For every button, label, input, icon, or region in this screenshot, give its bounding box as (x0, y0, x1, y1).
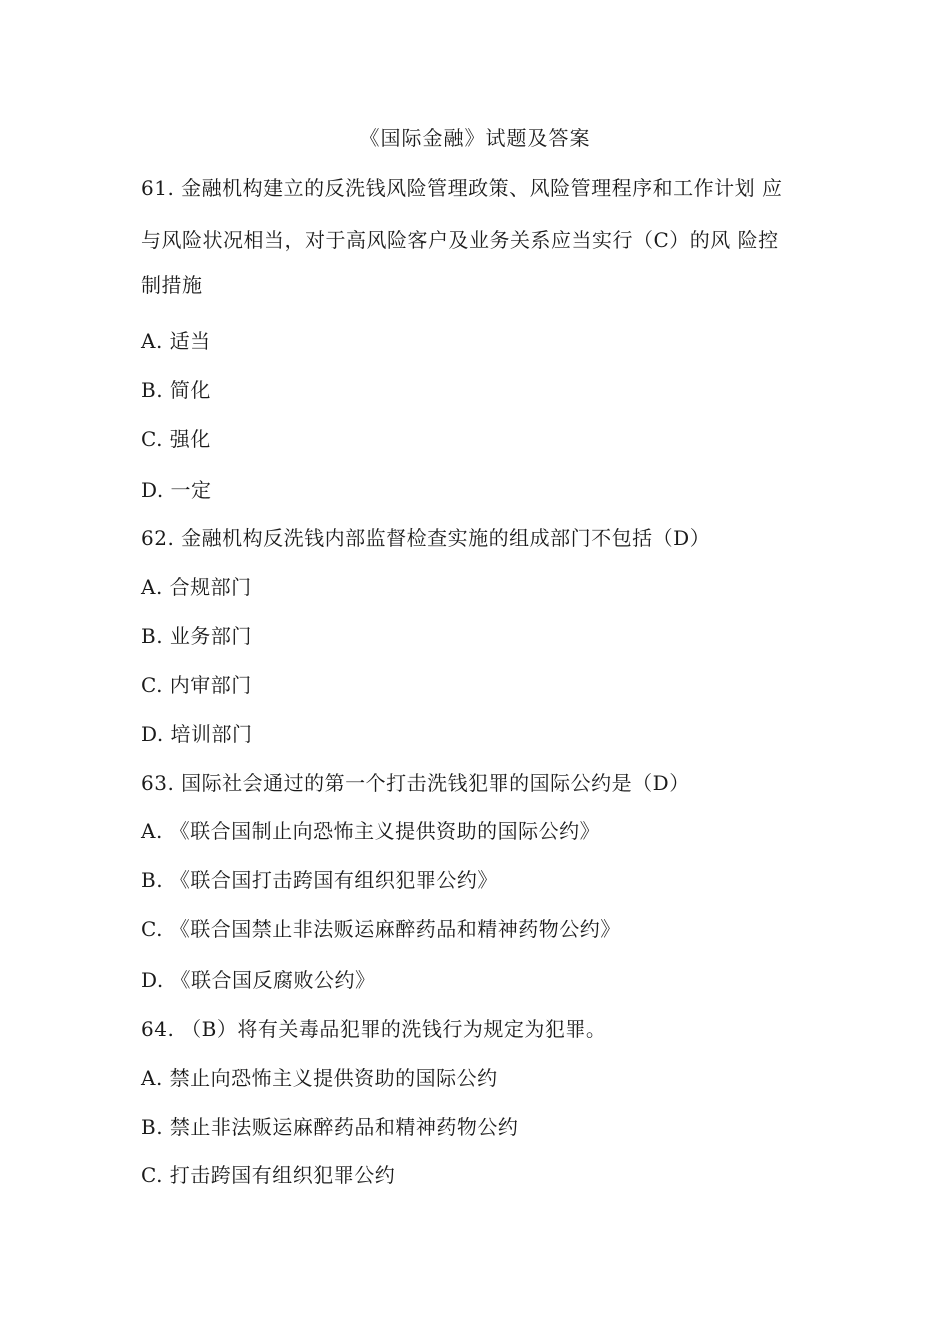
option-63-d: D. 《联合国反腐败公约》 (141, 968, 376, 992)
question-63: 63. 国际社会通过的第一个打击洗钱犯罪的国际公约是（D） (141, 771, 690, 795)
option-63-a: A. 《联合国制止向恐怖主义提供资助的国际公约》 (141, 819, 601, 843)
option-61-b: B. 简化 (141, 378, 211, 402)
option-63-c: C. 《联合国禁止非法贩运麻醉药品和精神药物公约》 (141, 917, 621, 941)
option-63-b: B. 《联合国打击跨国有组织犯罪公约》 (141, 868, 498, 892)
option-62-d: D. 培训部门 (141, 722, 253, 746)
option-61-d: D. 一定 (141, 478, 212, 502)
question-64: 64. （B）将有关毒品犯罪的洗钱行为规定为犯罪。 (141, 1017, 607, 1041)
question-61-line-3: 制措施 (141, 273, 203, 297)
question-61-line-1: 61. 金融机构建立的反洗钱风险管理政策、风险管理程序和工作计划 应 (141, 176, 783, 200)
option-64-b: B. 禁止非法贩运麻醉药品和精神药物公约 (141, 1115, 519, 1139)
question-61-line-2: 与风险状况相当，对于高风险客户及业务关系应当实行（C）的风 险控 (141, 228, 779, 252)
option-62-a: A. 合规部门 (141, 575, 252, 599)
option-61-a: A. 适当 (141, 329, 211, 353)
option-64-c: C. 打击跨国有组织犯罪公约 (141, 1163, 396, 1187)
option-64-a: A. 禁止向恐怖主义提供资助的国际公约 (141, 1066, 498, 1090)
option-62-c: C. 内审部门 (141, 673, 252, 697)
option-62-b: B. 业务部门 (141, 624, 252, 648)
document-title: 《国际金融》试题及答案 (359, 126, 591, 150)
question-62: 62. 金融机构反洗钱内部监督检查实施的组成部门不包括（D） (141, 526, 711, 550)
option-61-c: C. 强化 (141, 427, 211, 451)
